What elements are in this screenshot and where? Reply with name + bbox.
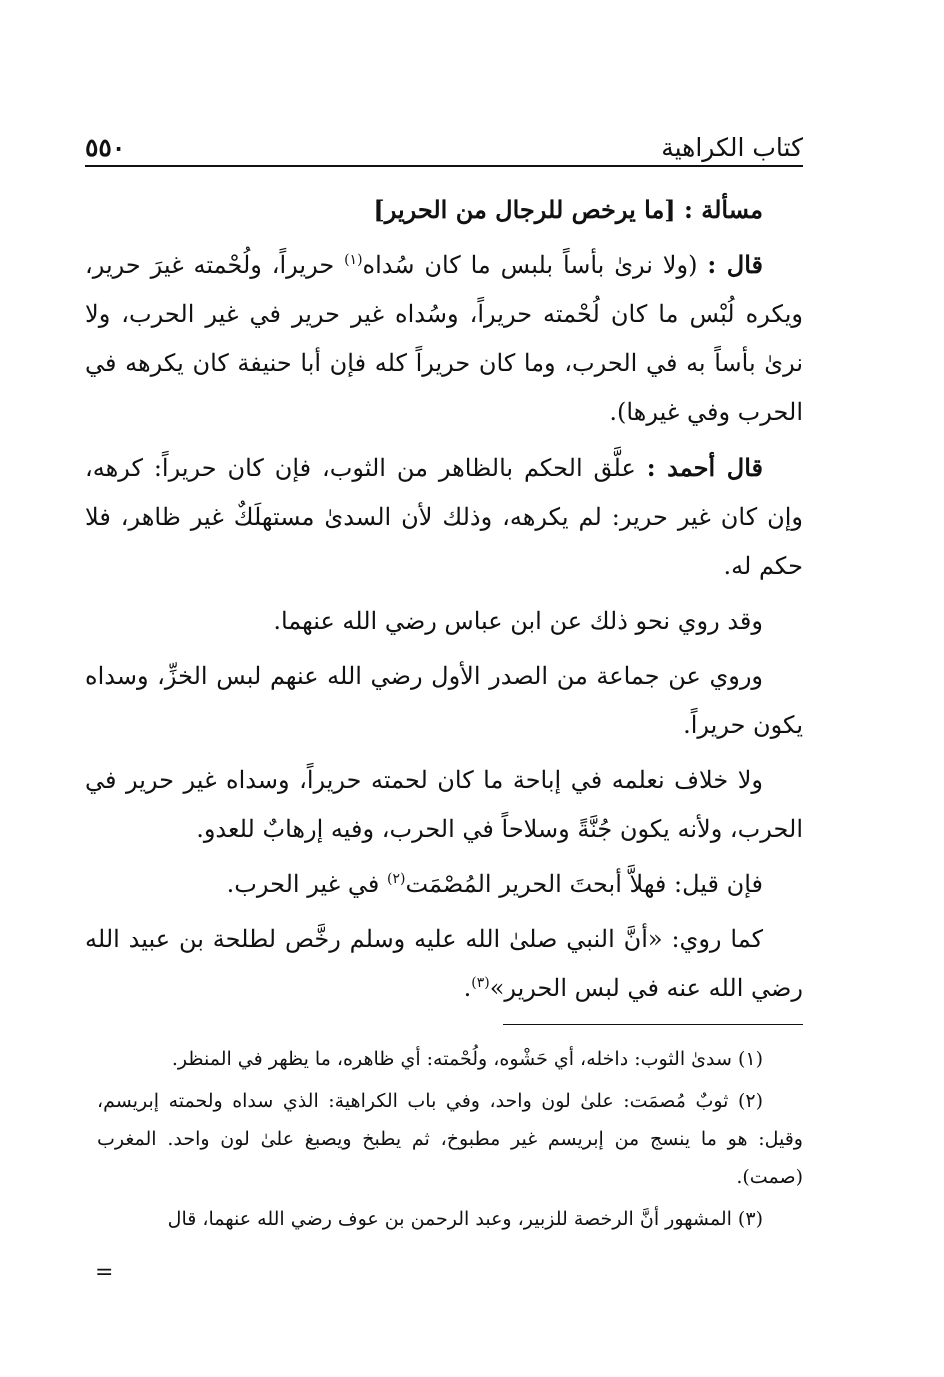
paragraph-7 <box>85 915 803 1013</box>
footnotes <box>97 1040 803 1242</box>
paragraph-6 <box>85 860 803 909</box>
masala-heading <box>85 185 803 234</box>
main-text <box>85 185 803 1019</box>
paragraph-6-text-b: في غير الحرب. <box>226 870 380 898</box>
paragraph-6-text-a: فإن قيل: فهلاَّ أبحتَ الحرير المُصْمَت <box>405 870 763 898</box>
paragraph-4: وروي عن جماعة من الصدر الأول رضي الله عنهم لبس الخزِّ، وسداه يكون حريراً. <box>85 662 803 739</box>
paragraph-5: ولا خلاف نعلمه في إباحة ما كان لحمته حريراً، وسداه غير حرير في الحرب، ولأنه يكون جُنَّةً وسلاحاً في الحرب، وفيه إرهابٌ للعدو. <box>85 766 803 843</box>
footnote-rule <box>503 1024 803 1025</box>
running-title: كتاب الكراهية <box>661 133 803 162</box>
paragraph-2-text: علَّق الحكم بالظاهر من الثوب، فإن كان حريراً: كرهه، وإن كان غير حرير: لم يكرهه، وذلك لأن السدىٰ مستهلَكٌ غير ظاهر، فلا حكم له. <box>85 454 803 580</box>
paragraph-2 <box>85 443 803 591</box>
paragraph-2-lead: قال أحمد : <box>646 453 763 482</box>
paragraph-1-lead: قال : <box>707 250 764 279</box>
paragraph-1 <box>85 240 803 437</box>
paragraph-7-text-b: . <box>463 974 472 1002</box>
paragraph-3: وقد روي نحو ذلك عن ابن عباس رضي الله عنهما. <box>273 607 763 635</box>
footnote-ref-3[interactable]: (٣) <box>471 975 490 991</box>
continuation-mark: = <box>95 1260 114 1285</box>
masala-label: مسألة : <box>684 195 763 224</box>
footnote-3: (٣) المشهور أنَّ الرخصة للزبير، وعبد الرحمن بن عوف رضي الله عنهما، قال <box>167 1208 763 1230</box>
footnote-2: (٢) ثوبٌ مُصمَت: علىٰ لون واحد، وفي باب الكراهية: الذي سداه ولحمته إبريسم، وقيل: هو ما ينسج من إبريسم غير مطبوخ، ثم يطبخ ويصبغ علىٰ لون واحد. المغرب (صمت). <box>97 1090 803 1188</box>
paragraph-1-text-a: (ولا نرىٰ بأساً بلبس ما كان سُداه <box>362 251 698 279</box>
page-header <box>85 118 803 162</box>
footnote-ref-1[interactable]: (١) <box>344 252 363 268</box>
paragraph-1-text-b: حريراً، ولُحْمته غيرَ حرير، ويكره لُبْس ما كان لُحْمته حريراً، وسُداه غير حرير في غير الحرب، ولا نرىٰ بأساً به في الحرب، وما كان حريراً كله فإن أبا حنيفة كان يكرهه في الحرب وفي غيرها). <box>85 251 803 426</box>
masala-title: [ما يرخص للرجال من الحرير] <box>373 195 676 224</box>
footnote-ref-2[interactable]: (٢) <box>386 871 406 887</box>
page-number: ٥٥٠ <box>85 133 126 162</box>
header-rule <box>85 165 803 167</box>
paragraph-7-text-a: كما روي: «أنَّ النبي صلىٰ الله عليه وسلم رخَّص لطلحة بن عبيد الله رضي الله عنه في لبس الحرير» <box>85 925 803 1002</box>
footnote-1: (١) سدىٰ الثوب: داخله، أي حَشْوه، ولُحْمته: أي ظاهره، ما يظهر في المنظر. <box>171 1048 763 1070</box>
